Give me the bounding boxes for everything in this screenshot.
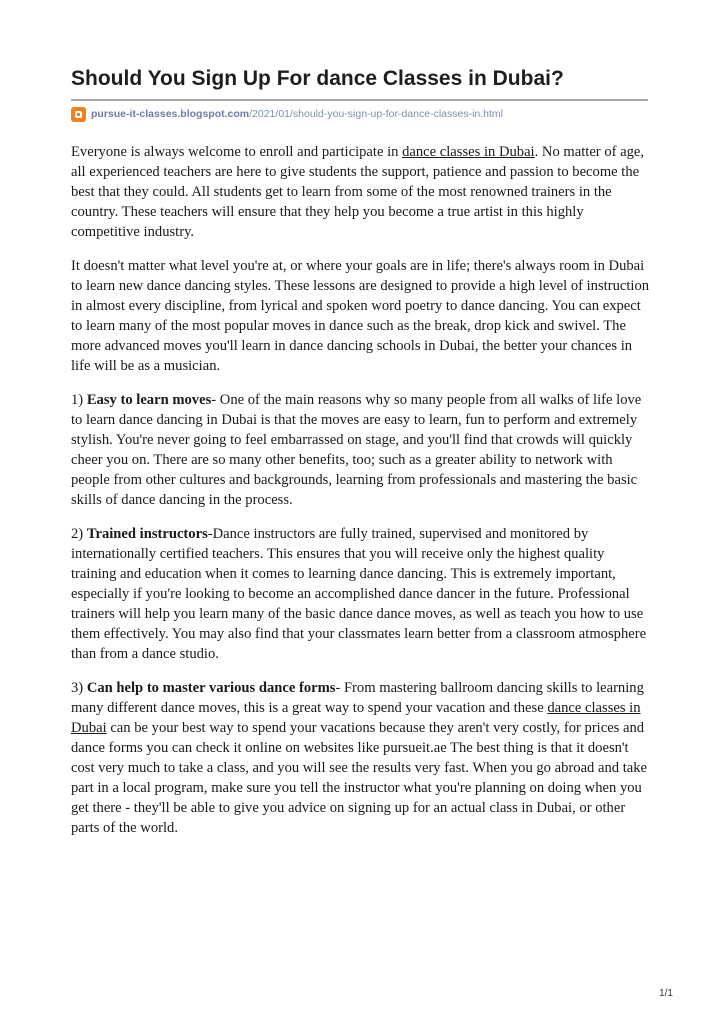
paragraph-text: Everyone is always welcome to enroll and participate in (71, 144, 403, 160)
paragraph-easy-moves (71, 390, 651, 510)
paragraph-text: . No matter of age, all experienced teachers are here to give students the support, patience and passion to become the best that they could. All students get to learn from some of the most renowned trainers in the country. These teachers will ensure that they help you become a true artist in this highly competitive industry. (71, 144, 645, 240)
paragraph-text: - From mastering ballroom dancing skills to learning many different dance moves, this is a great way to spend your vacation and these (71, 680, 644, 716)
paragraph-text: can be your best way to spend your vacations because they aren't very costly, for prices and dance forms you can check it online on websites like pursueit.ae The best thing is that it doesn't cost very much to take a class, and you will see the results very fast. When you go abroad and take part in a local program, make sure you tell the instructor what you're planning on doing when you get there - they'll be able to give you advice on signing up for an actual class in Dubai, or other parts of the world. (71, 720, 648, 836)
item-heading: Trained instructors (86, 526, 208, 542)
paragraph-styles: It doesn't matter what level you're at, or where your goals are in life; there's always room in Dubai to learn new dance dancing styles. These lessons are designed to provide a high level of instruction in almost every discipline, from lyrical and spoken word poetry to dance dancing. You can expect to learn many of the most popular moves in dance such as the break, drop kick and swivel. The more advanced moves you'll learn in dance dancing schools in Dubai, the better your chances in life will be as a musician. (71, 258, 650, 374)
item-heading: Can help to master various dance forms (86, 680, 336, 696)
paragraph-text: - One of the main reasons why so many people from all walks of life love to learn dance dancing in Dubai is that the moves are easy to learn, fun to perform and extremely stylish. You're never going to feel embarrassed on stage, and you'll find that crowds will quickly cheer you on. There are so many other benefits, too; such as a greater ability to network with people from other cultures and backgrounds, learning from professionals and mastering the basic skills of dance dancing in the process. (71, 392, 642, 508)
dance-classes-link[interactable]: dance classes in Dubai (71, 700, 641, 736)
title-divider (71, 99, 648, 101)
page-title: Should You Sign Up For dance Classes in Dubai? (71, 67, 564, 90)
paragraph-dance-forms (71, 678, 651, 838)
dance-classes-link[interactable]: dance classes in Dubai (402, 144, 535, 160)
source-domain[interactable]: pursue-it-classes.blogspot.com (91, 108, 250, 120)
article-body (71, 142, 651, 852)
blogger-icon (71, 107, 86, 122)
item-number: 1) (71, 392, 87, 408)
paragraph-intro (71, 142, 651, 242)
source-url[interactable] (71, 106, 503, 122)
item-number: 2) (71, 526, 87, 542)
paragraph-text: -Dance instructors are fully trained, supervised and monitored by internationally certified teachers. This ensures that you will receive only the highest quality training and education when it comes to learning dance dancing. This is extremely important, especially if you're looking to become an accomplished dance dancer in the future. Professional trainers will help you learn many of the basic dance dance moves, as well as teach you how to use them effectively. You may also find that your classmates learn better from a classroom atmosphere than from a dance studio. (71, 526, 647, 662)
page-number: 1/1 (659, 988, 673, 999)
item-number: 3) (71, 680, 87, 696)
source-path[interactable]: /2021/01/should-you-sign-up-for-dance-classes-in.html (249, 108, 504, 120)
paragraph-trained-instructors (71, 524, 651, 664)
item-heading: Easy to learn moves (86, 392, 212, 408)
